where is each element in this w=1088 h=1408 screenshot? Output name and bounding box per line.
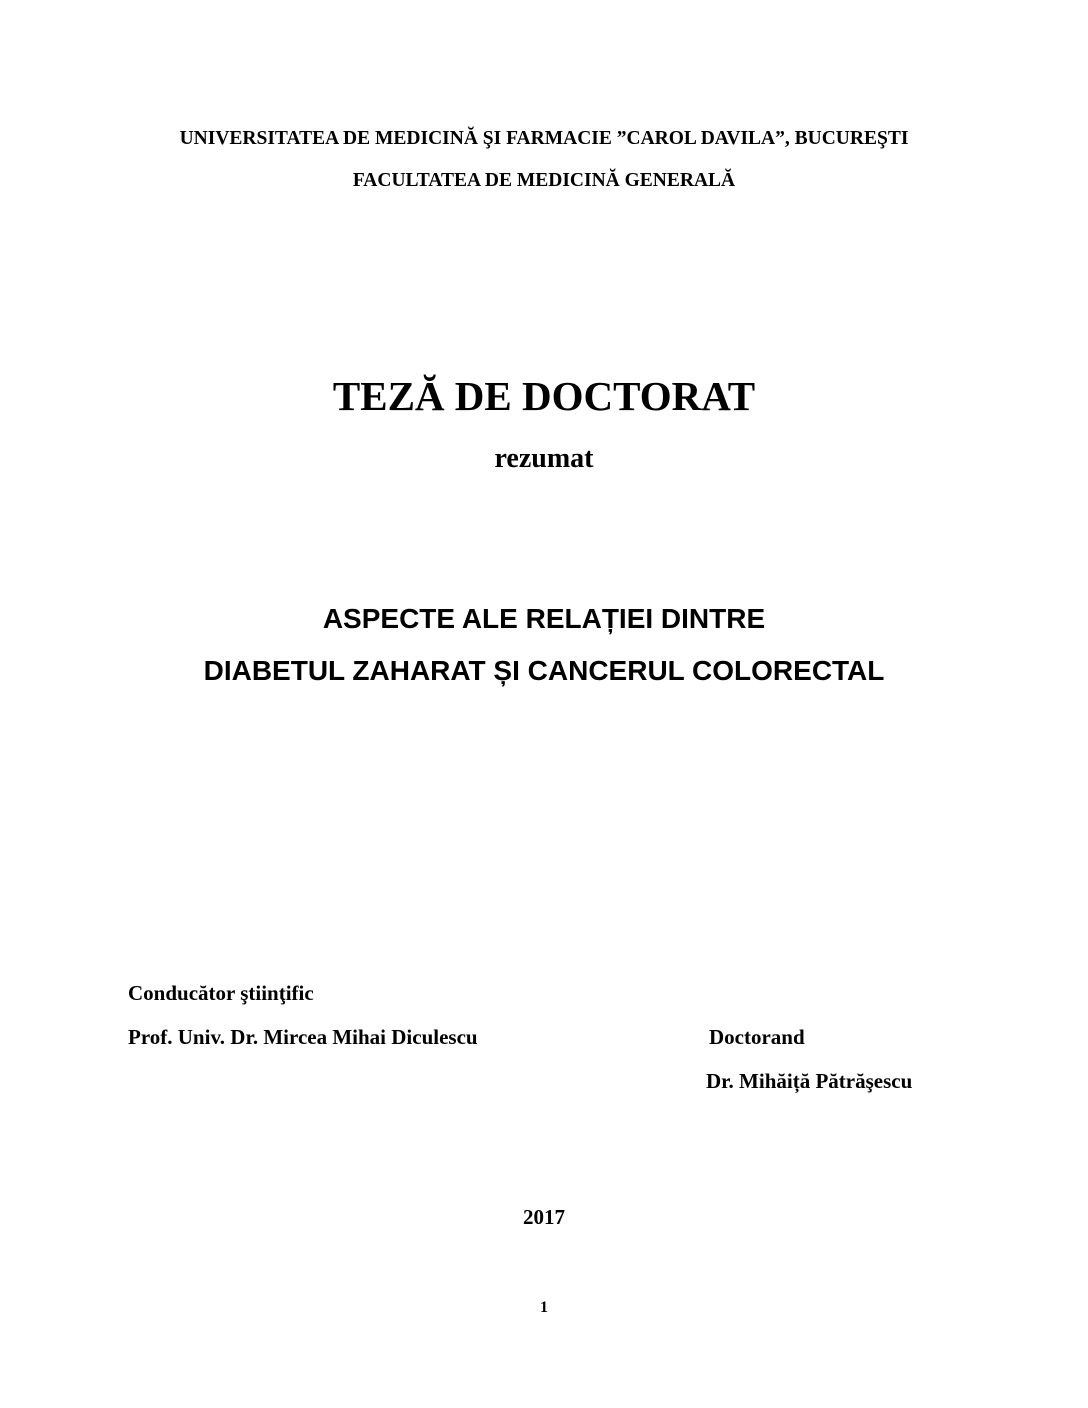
- supervisor-label: Conducător ştiinţific: [128, 981, 314, 1005]
- thesis-title-line-2: DIABETUL ZAHARAT ȘI CANCERUL COLORECTAL: [203, 655, 885, 686]
- year: 2017: [523, 1205, 565, 1229]
- page-number: 1: [540, 1299, 548, 1316]
- candidate-label: Doctorand: [709, 1025, 805, 1049]
- document-type: TEZĂ DE DOCTORAT: [332, 373, 756, 419]
- candidate-name: Dr. Mihăiță Pătrăşescu: [706, 1069, 913, 1093]
- faculty-name: FACULTATEA DE MEDICINĂ GENERALĂ: [352, 170, 736, 191]
- university-name: UNIVERSITATEA DE MEDICINĂ ŞI FARMACIE ”CAROL DAVILA”, BUCUREŞTI: [179, 128, 909, 149]
- supervisor-name: Prof. Univ. Dr. Mircea Mihai Diculescu: [128, 1025, 478, 1049]
- thesis-title-line-1: ASPECTE ALE RELAȚIEI DINTRE: [322, 603, 766, 634]
- document-subtype: rezumat: [494, 443, 594, 474]
